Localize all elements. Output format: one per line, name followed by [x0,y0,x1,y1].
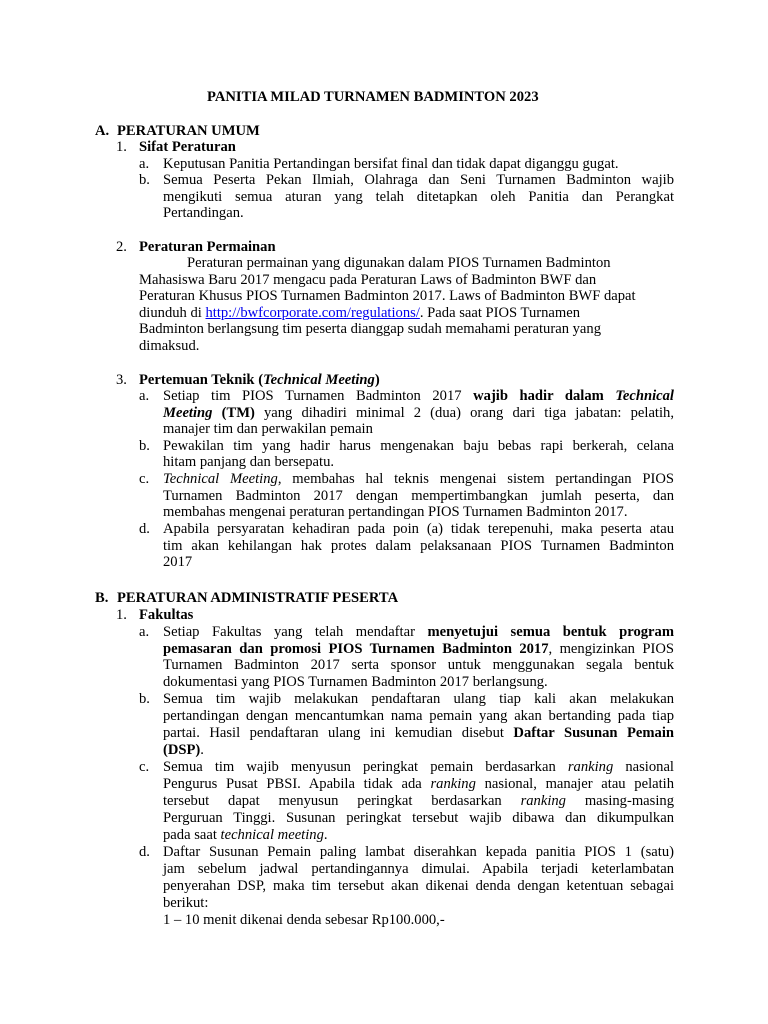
paragraph-line: dokumentasi yang PIOS Turnamen Badminton 2017 berlangsung. [163,674,548,690]
text-run: ranking [430,776,476,792]
list-marker: d. [139,844,150,860]
text-run: Pertemuan Teknik ( [139,372,264,388]
paragraph-line: Mahasiswa Baru 2017 mengacu pada Peraturan Laws of Badminton BWF dan [139,272,597,288]
text-run: . [323,827,328,843]
text-run: yang dihadiri minimal 2 (dua) orang dari tiga jabatan: pelatih, [254,405,674,421]
text-run: Setiap Fakultas yang telah mendaftar [163,624,428,640]
text-run: Pengurus Pusat PBSI. Apabila tidak ada [163,776,431,792]
text-run: Daftar Susunan Pemain [513,725,674,741]
paragraph-line [163,827,328,844]
paragraph-line [163,742,204,759]
paragraph-line [163,388,674,405]
paragraph-line: Semua tim wajib melakukan pendaftaran ulang tiap kali akan melakukan [163,691,674,707]
paragraph-line: Daftar Susunan Pemain paling lambat diserahkan kepada panitia PIOS 1 (satu) [163,844,674,860]
text-run: masing-masing [565,793,674,809]
paragraph-line [163,405,674,422]
paragraph-line: pertandingan dengan mencantumkan nama pemain yang akan bertanding pada tiap [163,708,674,724]
text-run: Semua tim wajib menyusun peringkat pemain berdasarkan [163,759,568,775]
text-run: . Pada saat PIOS Turnamen [419,305,580,321]
text-run: nasional, manajer atau pelatih [475,776,675,792]
paragraph-line: berikut: [163,895,209,911]
subsection-heading: Sifat Peraturan [139,139,236,155]
list-marker: a. [139,388,150,404]
section-b-heading: PERATURAN ADMINISTRATIF PESERTA [117,590,399,606]
text-run: ranking [567,759,614,775]
text-run: technical meeting [220,827,324,843]
section-a-heading: PERATURAN UMUM [117,123,260,139]
list-marker: c. [139,471,150,487]
text-run: tersebut dapat menyusun peringkat berdasarkan [163,793,521,809]
paragraph-line: mengikuti semua aturan yang telah ditetapkan oleh Panitia dan Perangkat [163,189,674,205]
paragraph-line [163,641,674,658]
paragraph-line: Pertandingan. [163,205,244,221]
paragraph-line: Perguruan Tinggi. Susunan peringkat tersebut wajib dibawa dan dikumpulkan [163,810,674,826]
paragraph-line [163,725,674,742]
text-run: wajib hadir dalam [473,388,616,404]
paragraph-line: tim akan kehilangan hak protes dalam pelaksanaan PIOS Turnamen Badminton [163,538,674,554]
list-marker: b. [139,438,150,454]
paragraph-line: hitam panjang dan bersepatu. [163,454,335,470]
text-run: (DSP) [163,742,201,758]
subsection-heading [139,372,380,389]
paragraph-line [163,793,674,810]
list-marker: a. [139,624,150,640]
text-run: pemasaran dan promosi PIOS Turnamen Badminton 2017 [163,641,549,657]
list-marker: b. [139,172,150,188]
subsection-heading: Peraturan Permainan [139,239,276,255]
paragraph-line [163,759,674,776]
list-marker: a. [139,156,150,172]
text-run: , membahas hal teknis mengenai sistem pertandingan PIOS [277,471,675,487]
item-number: 1. [116,607,127,623]
item-number: 3. [116,372,127,388]
text-run: Technical Meeting [263,372,375,388]
section-a-letter: A. [95,123,110,139]
list-marker: d. [139,521,150,537]
paragraph-line [139,305,580,322]
text-run: diunduh di [139,305,206,321]
subsection-heading: Fakultas [139,607,194,623]
list-marker: c. [139,759,150,775]
paragraph-line: penyerahan DSP, maka tim tersebut akan dikenai denda dengan ketentuan sebagai [163,878,674,894]
paragraph-line: jam sebelum jadwal pertandingannya dimulai. Apabila terjadi keterlambatan [163,861,674,877]
text-run: nasional [613,759,674,775]
paragraph-line: Apabila persyaratan kehadiran pada poin (a) tidak terepenuhi, maka peserta atau [163,521,674,537]
text-run: Setiap tim PIOS Turnamen Badminton 2017 [163,388,474,404]
paragraph-line [163,624,674,641]
text-run: , mengizinkan PIOS [548,641,674,657]
text-run: partai. Hasil pendaftaran ulang ini kemudian disebut [163,725,514,741]
text-run: Meeting [163,405,213,421]
paragraph-line [163,776,674,793]
paragraph-line: 1 – 10 menit dikenai denda sebesar Rp100.000,- [163,912,445,928]
section-b-letter: B. [95,590,109,606]
paragraph-line [163,471,674,488]
paragraph-line: manajer tim dan perwakilan pemain [163,421,373,437]
text-run: pada saat [163,827,221,843]
paragraph-line: Peraturan Khusus PIOS Turnamen Badminton 2017. Laws of Badminton BWF dapat [139,288,636,304]
item-number: 1. [116,139,127,155]
paragraph-line: Keputusan Panitia Pertandingan bersifat final dan tidak dapat diganggu gugat. [163,156,619,172]
paragraph-line: membahas mengenai peraturan pertandingan PIOS Turnamen Badminton 2017. [163,504,628,520]
bwf-regulations-link[interactable]: http://bwfcorporate.com/regulations/ [205,305,420,321]
text-run: menyetujui semua bentuk program [427,624,674,640]
text-run: Technical Meeting [163,471,278,487]
paragraph-line: Badminton berlangsung tim peserta dianggap sudah memahami peraturan yang [139,321,602,337]
text-run: Technical [615,388,674,404]
paragraph-line: 2017 [163,554,193,570]
text-run: (TM) [212,405,255,421]
paragraph-line: dimaksud. [139,338,200,354]
paragraph-line: Pewakilan tim yang hadir harus mengenakan baju bebas rapi berkerah, celana [163,438,674,454]
list-marker: b. [139,691,150,707]
text-run: ) [374,372,380,388]
paragraph-line: Turnamen Badminton 2017 serta sponsor untuk menggunakan segala bentuk [163,657,674,673]
paragraph-line: Peraturan permainan yang digunakan dalam PIOS Turnamen Badminton [187,255,611,271]
text-run: ranking [520,793,566,809]
paragraph-line: Turnamen Badminton 2017 dengan mempertimbangkan jumlah peserta, dan [163,488,674,504]
text-run: . [200,742,204,758]
item-number: 2. [116,239,127,255]
paragraph-line: Semua Peserta Pekan Ilmiah, Olahraga dan Seni Turnamen Badminton wajib [163,172,674,188]
document-title: PANITIA MILAD TURNAMEN BADMINTON 2023 [207,89,539,105]
